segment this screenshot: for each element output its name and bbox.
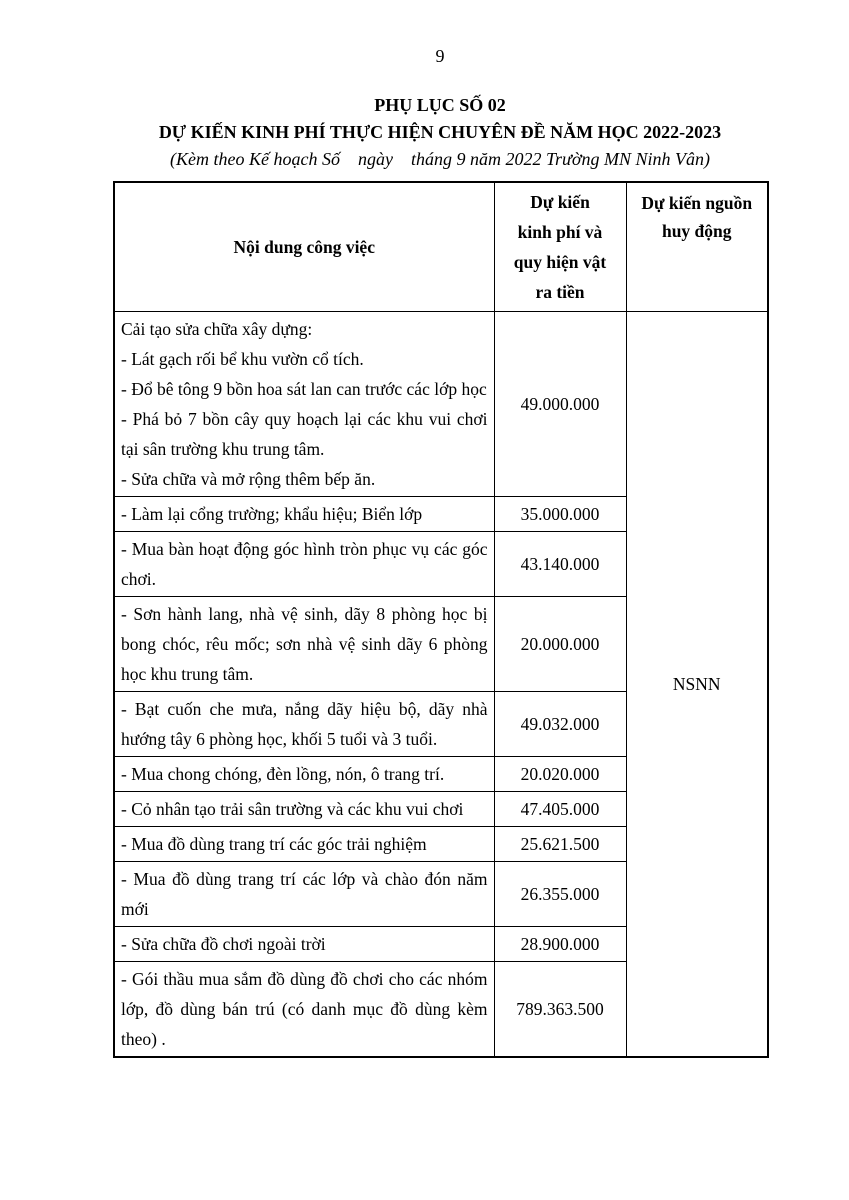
work-item-text: Cải tạo sửa chữa xây dựng:	[121, 319, 313, 339]
header-line: ra tiền	[535, 282, 585, 302]
work-item-text: - Mua đồ dùng trang trí các góc trải nghiệm	[121, 834, 427, 854]
amount-cell: 28.900.000	[494, 927, 626, 962]
work-content-cell	[114, 792, 494, 827]
work-item-text: - Bạt cuốn che mưa, nắng dãy hiệu bộ, dãy nhà hướng tây 6 phòng học, khối 5 tuổi và 3 tuổi.	[121, 699, 488, 749]
budget-table	[113, 181, 769, 1058]
work-content-cell	[114, 827, 494, 862]
amount-cell: 789.363.500	[494, 962, 626, 1058]
funding-source-cell: NSNN	[626, 312, 768, 1058]
header-line: huy động	[661, 221, 732, 241]
table-header-row	[114, 182, 768, 312]
amount-cell: 35.000.000	[494, 497, 626, 532]
column-header-work-content: Nội dung công việc	[114, 182, 494, 312]
header-line: quy hiện vật	[513, 252, 607, 272]
work-content-cell	[114, 692, 494, 757]
work-content-cell	[114, 757, 494, 792]
amount-cell: 25.621.500	[494, 827, 626, 862]
page-content	[113, 46, 767, 1058]
work-content-cell	[114, 962, 494, 1058]
work-content-cell	[114, 597, 494, 692]
header-line: kinh phí và	[517, 222, 603, 242]
work-item-text: - Mua đồ dùng trang trí các lớp và chào đón năm mới	[121, 869, 488, 919]
work-content-cell	[114, 497, 494, 532]
header-line: Dự kiến nguồn	[641, 193, 753, 213]
amount-cell: 43.140.000	[494, 532, 626, 597]
work-item-text: - Gói thầu mua sắm đồ dùng đồ chơi cho các nhóm lớp, đồ dùng bán trú (có danh mục đồ dùng kèm theo) .	[121, 969, 488, 1049]
table-row	[114, 312, 768, 497]
header-line: Dự kiến	[530, 192, 590, 212]
amount-cell: 20.020.000	[494, 757, 626, 792]
work-item-text: - Làm lại cổng trường; khẩu hiệu; Biển lớp	[121, 504, 423, 524]
work-item-text: - Sửa chữa đồ chơi ngoài trời	[121, 934, 326, 954]
work-item-text: - Cỏ nhân tạo trải sân trường và các khu vui chơi	[121, 799, 464, 819]
work-item-text: - Đổ bê tông 9 bồn hoa sát lan can trước các lớp học	[121, 379, 487, 399]
amount-cell: 49.032.000	[494, 692, 626, 757]
work-item-text: - Sửa chữa và mở rộng thêm bếp ăn.	[121, 469, 376, 489]
main-title: DỰ KIẾN KINH PHÍ THỰC HIỆN CHUYÊN ĐỀ NĂM HỌC 2022-2023	[158, 122, 722, 142]
work-item-text: - Mua bàn hoạt động góc hình tròn phục vụ các góc chơi.	[121, 539, 488, 589]
amount-cell: 47.405.000	[494, 792, 626, 827]
work-content-cell	[114, 927, 494, 962]
page-number: 9	[435, 46, 445, 66]
work-content-cell	[114, 862, 494, 927]
document-subtitle: (Kèm theo Kế hoạch Số ngày tháng 9 năm 2022 Trường MN Ninh Vân)	[170, 149, 710, 169]
amount-cell: 26.355.000	[494, 862, 626, 927]
work-content-cell	[114, 312, 494, 497]
amount-cell: 49.000.000	[494, 312, 626, 497]
column-header-funding-source	[626, 182, 768, 312]
column-header-estimated-budget	[494, 182, 626, 312]
work-content-cell	[114, 532, 494, 597]
work-item-text: - Phá bỏ 7 bồn cây quy hoạch lại các khu vui chơi tại sân trường khu trung tâm.	[121, 409, 488, 459]
work-item-text: - Sơn hành lang, nhà vệ sinh, dãy 8 phòng học bị bong chóc, rêu mốc; sơn nhà vệ sinh dãy 6 phòng học khu trung tâm.	[121, 604, 488, 684]
amount-cell: 20.000.000	[494, 597, 626, 692]
appendix-title: PHỤ LỤC SỐ 02	[374, 95, 506, 115]
work-item-text: - Lát gạch rối bể khu vườn cổ tích.	[121, 349, 364, 369]
work-item-text: - Mua chong chóng, đèn lồng, nón, ô trang trí.	[121, 764, 445, 784]
